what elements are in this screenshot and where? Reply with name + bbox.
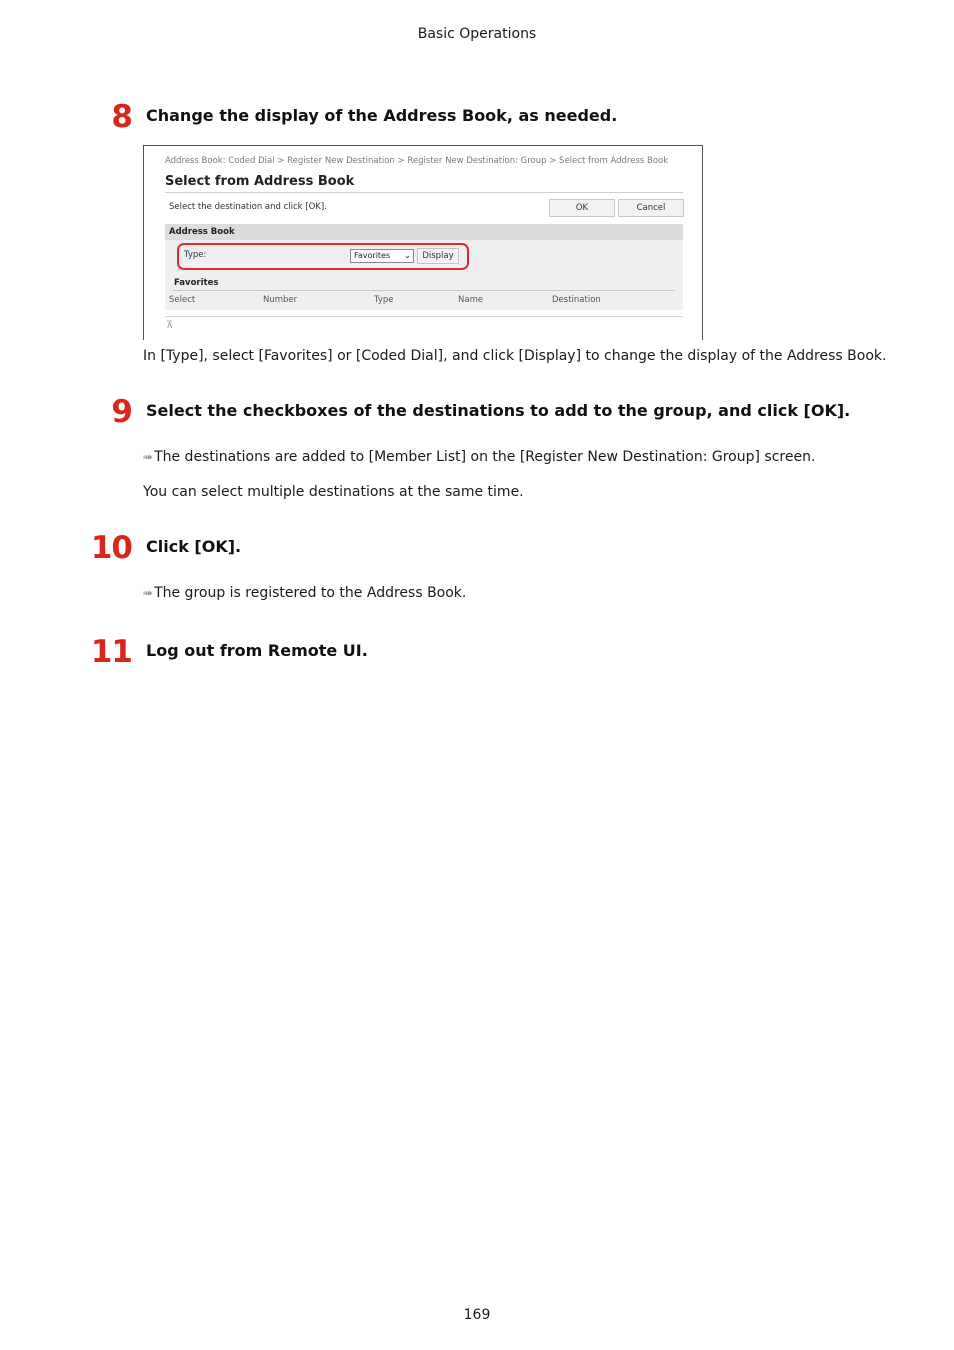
step-10-result-text: The group is registered to the Address Book. <box>154 585 467 601</box>
step-9-result <box>143 447 815 467</box>
step-title-9: Select the checkboxes of the destinations to add to the group, and click [OK]. <box>146 401 851 420</box>
address-book-section-header: Address Book <box>165 224 683 240</box>
title-divider <box>165 192 683 193</box>
column-header-name: Name <box>458 295 484 305</box>
column-header-destination: Destination <box>552 295 601 305</box>
address-book-screenshot <box>143 145 703 340</box>
type-select-value: Favorites <box>354 251 391 260</box>
type-select[interactable] <box>350 249 414 263</box>
display-button[interactable]: Display <box>417 248 459 264</box>
instruction-text: Select the destination and click [OK]. <box>169 202 327 212</box>
step-9-body: You can select multiple destinations at the same time. <box>143 484 524 500</box>
column-header-number: Number <box>263 295 298 305</box>
step-title-8: Change the display of the Address Book, as needed. <box>146 106 618 125</box>
result-arrow-icon: ➠ <box>143 450 152 464</box>
breadcrumb: Address Book: Coded Dial > Register New Destination > Register New Destination: Group > Select from Address Book <box>165 156 669 166</box>
step-10-result <box>143 583 466 603</box>
favorites-divider <box>173 290 675 291</box>
step-9-result-text: The destinations are added to [Member List] on the [Register New Destination: Group] screen. <box>154 449 816 465</box>
result-arrow-icon: ➠ <box>143 586 152 600</box>
column-header-select: Select <box>169 295 196 305</box>
step-title-10: Click [OK]. <box>146 537 242 556</box>
step-8-body: In [Type], select [Favorites] or [Coded Dial], and click [Display] to change the display of the Address Book. <box>143 348 887 364</box>
scroll-to-top-icon[interactable]: ⊼ <box>166 320 174 331</box>
step-number-10: 10 <box>90 530 132 566</box>
list-bottom-divider <box>165 316 683 317</box>
step-number-9: 9 <box>111 394 132 430</box>
ok-button[interactable]: OK <box>549 199 615 217</box>
step-title-11: Log out from Remote UI. <box>146 641 368 660</box>
favorites-title: Favorites <box>174 278 219 288</box>
column-header-type: Type <box>374 295 394 305</box>
type-label: Type: <box>184 250 207 260</box>
step-number-11: 11 <box>90 634 132 670</box>
page-number: 169 <box>463 1307 491 1323</box>
running-header: Basic Operations <box>417 26 537 42</box>
screen-title: Select from Address Book <box>165 174 355 189</box>
chevron-down-icon: ⌄ <box>404 251 411 260</box>
cancel-button[interactable]: Cancel <box>618 199 684 217</box>
step-number-8: 8 <box>111 99 132 135</box>
